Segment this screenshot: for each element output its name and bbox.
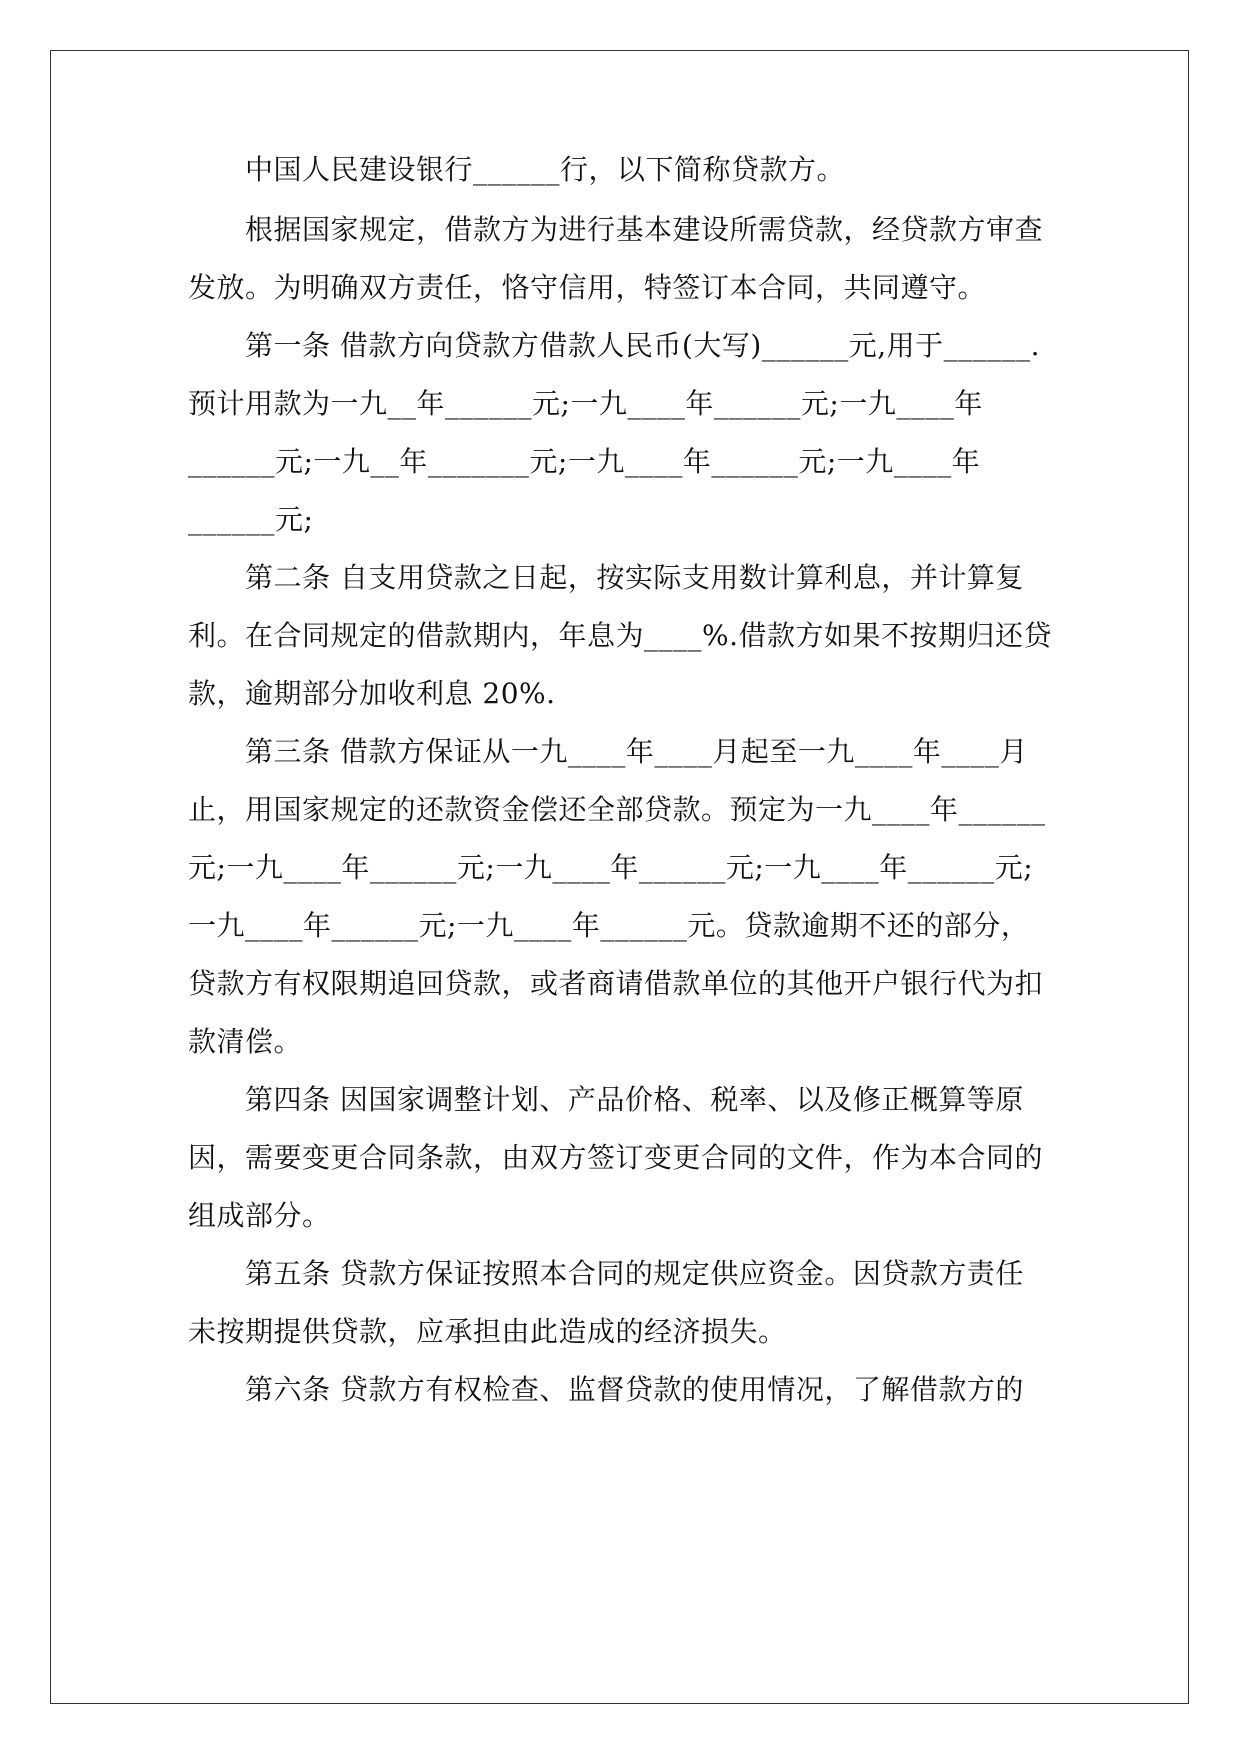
article-5-line-2: 未按期提供贷款，应承担由此造成的经济损失。: [188, 1315, 787, 1348]
article-2-line-1: 第二条 自支用贷款之日起，按实际支用数计算利息，并计算复: [245, 561, 1024, 594]
article-3-line-1: 第三条 借款方保证从一九____年____月起至一九____年____月: [245, 735, 1028, 768]
article-3-line-4: 一九____年______元;一九____年______元。贷款逾期不还的部分，: [188, 909, 1030, 942]
article-4-line-2: 因，需要变更合同条款，由双方签订变更合同的文件，作为本合同的: [188, 1141, 1044, 1174]
article-3-line-3: 元;一九____年______元;一九____年______元;一九____年______元;: [188, 851, 1034, 884]
article-1-line-4: ______元;: [188, 503, 314, 536]
article-1-line-2: 预计用款为一九__年______元;一九____年______元;一九____年: [188, 387, 983, 420]
paragraph-lender-intro: 中国人民建设银行______行，以下简称贷款方。: [245, 153, 846, 186]
article-3-line-2: 止，用国家规定的还款资金偿还全部贷款。预定为一九____年______: [188, 793, 1046, 826]
paragraph-preamble-line-2: 发放。为明确双方责任，恪守信用，特签订本合同，共同遵守。: [188, 271, 987, 304]
paragraph-preamble-line-1: 根据国家规定，借款方为进行基本建设所需贷款，经贷款方审查: [245, 213, 1044, 246]
article-6-line-1: 第六条 贷款方有权检查、监督贷款的使用情况，了解借款方的: [245, 1373, 1024, 1406]
article-4-line-1: 第四条 因国家调整计划、产品价格、税率、以及修正概算等原: [245, 1083, 1024, 1116]
article-4-line-3: 组成部分。: [188, 1199, 331, 1232]
article-1-line-1: 第一条 借款方向贷款方借款人民币(大写)______元,用于______.: [245, 329, 1041, 362]
article-1-line-3: ______元;一九__年_______元;一九____年______元;一九____年: [188, 445, 981, 478]
article-3-line-5: 贷款方有权限期追回贷款，或者商请借款单位的其他开户银行代为扣: [188, 967, 1044, 1000]
article-3-line-6: 款清偿。: [188, 1025, 303, 1058]
article-2-line-2: 利。在合同规定的借款期内，年息为____%.借款方如果不按期归还贷: [188, 619, 1053, 652]
article-2-line-3: 款，逾期部分加收利息 20%.: [188, 677, 556, 710]
article-5-line-1: 第五条 贷款方保证按照本合同的规定供应资金。因贷款方责任: [245, 1257, 1024, 1290]
